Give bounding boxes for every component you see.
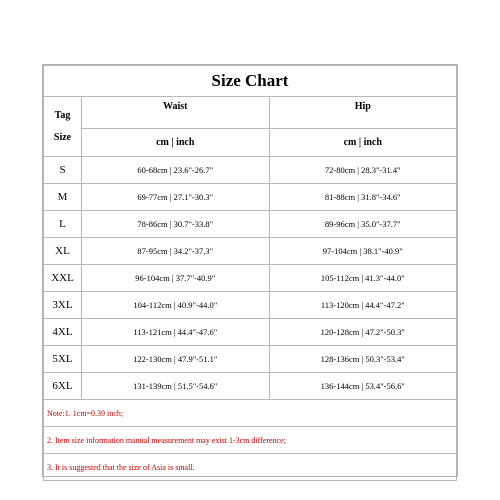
hip-value: 97-104cm | 38.1"-40.9" bbox=[269, 238, 457, 265]
waist-header: Waist bbox=[82, 97, 270, 129]
note-row-2 bbox=[44, 427, 457, 454]
hip-value: 120-128cm | 47.2"-50.3" bbox=[269, 319, 457, 346]
size-cell: S bbox=[44, 157, 82, 184]
size-cell: L bbox=[44, 211, 82, 238]
waist-value: 87-95cm | 34.2"-37.3" bbox=[82, 238, 270, 265]
table-row bbox=[44, 157, 457, 184]
hip-value: 105-112cm | 41.3"-44.0" bbox=[269, 265, 457, 292]
table-row bbox=[44, 292, 457, 319]
size-cell: 6XL bbox=[44, 373, 82, 400]
size-label: Size bbox=[53, 131, 72, 143]
waist-value: 69-77cm | 27.1"-30.3" bbox=[82, 184, 270, 211]
table-row bbox=[44, 319, 457, 346]
hip-value: 81-88cm | 31.8"-34.6" bbox=[269, 184, 457, 211]
size-cell: 5XL bbox=[44, 346, 82, 373]
hip-value: 89-96cm | 35.0"-37.7" bbox=[269, 211, 457, 238]
size-cell: 4XL bbox=[44, 319, 82, 346]
table-row bbox=[44, 265, 457, 292]
table-row bbox=[44, 373, 457, 400]
table-row bbox=[44, 184, 457, 211]
hip-value: 136-144cm | 53.4"-56.6" bbox=[269, 373, 457, 400]
chart-title: Size Chart bbox=[44, 66, 457, 97]
size-cell: 3XL bbox=[44, 292, 82, 319]
size-cell: XXL bbox=[44, 265, 82, 292]
waist-value: 104-112cm | 40.9"-44.0" bbox=[82, 292, 270, 319]
table-row bbox=[44, 211, 457, 238]
table-row bbox=[44, 346, 457, 373]
hip-value: 113-120cm | 44.4"-47.2" bbox=[269, 292, 457, 319]
table-row bbox=[44, 238, 457, 265]
size-chart-frame bbox=[42, 64, 458, 477]
waist-value: 60-68cm | 23.6"-26.7" bbox=[82, 157, 270, 184]
size-cell: XL bbox=[44, 238, 82, 265]
title-row bbox=[44, 66, 457, 97]
note-row-1 bbox=[44, 400, 457, 427]
hip-value: 128-136cm | 50.3"-53.4" bbox=[269, 346, 457, 373]
waist-value: 113-121cm | 44.4"-47.6" bbox=[82, 319, 270, 346]
header-row-top bbox=[44, 97, 457, 129]
note-3: 3. It is suggested that the size of Asia is small. bbox=[44, 454, 457, 481]
waist-value: 78-86cm | 30.7"-33.8" bbox=[82, 211, 270, 238]
waist-value: 131-139cm | 51.5"-54.6" bbox=[82, 373, 270, 400]
note-2: 2. Item size information manual measurement may exist 1-3cm difference; bbox=[44, 427, 457, 454]
waist-value: 96-104cm | 37.7"-40.9" bbox=[82, 265, 270, 292]
header-row-units bbox=[44, 129, 457, 157]
waist-value: 122-130cm | 47.9"-51.1" bbox=[82, 346, 270, 373]
size-cell: M bbox=[44, 184, 82, 211]
waist-unit-header: cm | inch bbox=[82, 129, 270, 157]
hip-header: Hip bbox=[269, 97, 457, 129]
hip-value: 72-80cm | 28.3"-31.4" bbox=[269, 157, 457, 184]
tag-label: Tag bbox=[54, 109, 71, 121]
size-chart-table bbox=[43, 65, 457, 481]
hip-unit-header: cm | inch bbox=[269, 129, 457, 157]
note-row-3 bbox=[44, 454, 457, 481]
note-1: Note:1. 1cm=0.39 inch; bbox=[44, 400, 457, 427]
tag-size-header bbox=[44, 97, 82, 157]
